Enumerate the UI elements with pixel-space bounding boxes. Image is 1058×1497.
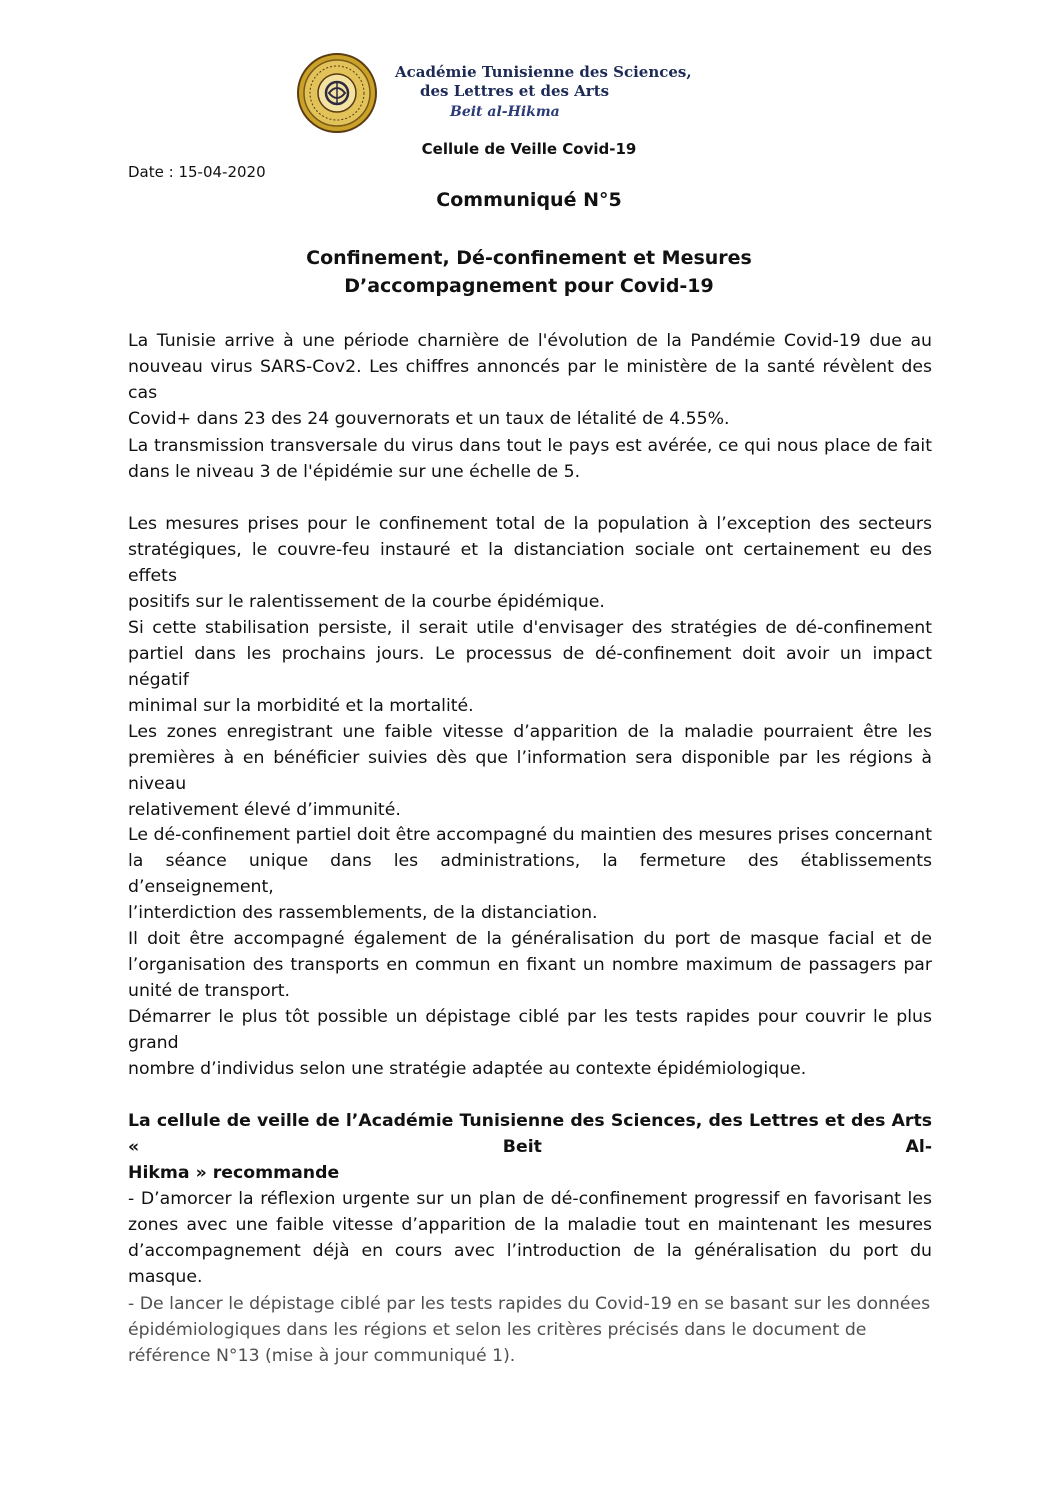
paragraph-line: Si cette stabilisation persiste, il serait utile d'envisager des stratégies de dé-confinement	[128, 618, 932, 638]
paragraph-2	[128, 433, 932, 485]
paragraph-line: partiel dans les prochains jours. Le processus de dé-confinement doit avoir un impact négatif	[128, 644, 932, 690]
paragraph-line: Covid+ dans 23 des 24 gouvernorats et un taux de létalité de 4.55%.	[128, 409, 730, 429]
paragraph-line: Les mesures prises pour le confinement total de la population à l’exception des secteurs	[128, 514, 932, 534]
paragraph-1	[128, 328, 932, 432]
paragraph-3	[128, 511, 932, 615]
document-date: Date : 15-04-2020	[128, 163, 266, 181]
paragraph-5	[128, 719, 932, 823]
paragraph-line: Les zones enregistrant une faible vitesse d’apparition de la maladie pourraient être les	[128, 722, 932, 742]
unit-heading-text: Cellule de Veille Covid-19	[421, 140, 637, 158]
paragraph-line: d’accompagnement déjà en cours avec l’introduction de la généralisation du port du masque.	[128, 1241, 932, 1287]
paragraph-line: référence N°13 (mise à jour communiqué 1).	[128, 1346, 516, 1366]
paragraph-line: épidémiologiques dans les régions et selon les critères précisés dans le document de	[128, 1320, 867, 1340]
paragraph-line: zones avec une faible vitesse d’apparition de la maladie tout en maintenant les mesures	[128, 1215, 932, 1235]
paragraph-line: La cellule de veille de l’Académie Tunisienne des Sciences, des Lettres et des Arts « Beit Al-	[128, 1111, 932, 1157]
paragraph-line: l’organisation des transports en commun en fixant un nombre maximum de passagers par	[128, 955, 932, 975]
logo-line-2: des Lettres et des Arts	[420, 82, 610, 100]
paragraph-line: dans le niveau 3 de l'épidémie sur une échelle de 5.	[128, 462, 581, 482]
paragraph-line: relativement élevé d’immunité.	[128, 800, 401, 820]
unit-heading	[0, 140, 1058, 158]
recommendation-item-2	[128, 1291, 932, 1369]
logo-line-1: Académie Tunisienne des Sciences,	[395, 63, 692, 81]
logo-line-3: Beit al-Hikma	[450, 104, 560, 120]
academy-emblem-icon	[287, 52, 387, 134]
paragraph-line: unité de transport.	[128, 981, 291, 1001]
paragraph-line: minimal sur la morbidité et la mortalité.	[128, 696, 474, 716]
paragraph-line: la séance unique dans les administrations, la fermeture des établissements d’enseignement,	[128, 851, 932, 897]
paragraph-line: Hikma » recommande	[128, 1163, 340, 1183]
paragraph-line: Le dé-confinement partiel doit être accompagné du maintien des mesures prises concernant	[128, 825, 932, 845]
paragraph-line: Démarrer le plus tôt possible un dépistage ciblé par les tests rapides pour couvrir le plus grand	[128, 1007, 932, 1053]
communique-number: Communiqué N°5	[436, 189, 622, 211]
title-line-2: D’accompagnement pour Covid-19	[344, 275, 714, 297]
paragraph-line: premières à en bénéficier suivies dès que l’information sera disponible par les régions à niveau	[128, 748, 932, 794]
paragraph-7	[128, 1004, 932, 1082]
paragraph-line: nouveau virus SARS-Cov2. Les chiffres annoncés par le ministère de la santé révèlent des cas	[128, 357, 932, 403]
title-line-1: Confinement, Dé-confinement et Mesures	[306, 247, 752, 269]
paragraph-4	[128, 615, 932, 719]
paragraph-line: La transmission transversale du virus dans tout le pays est avérée, ce qui nous place de fait	[128, 436, 932, 456]
paragraph-line: nombre d’individus selon une stratégie adaptée au contexte épidémiologique.	[128, 1059, 807, 1079]
recommendation-item-1	[128, 1186, 932, 1290]
paragraph-line: l’interdiction des rassemblements, de la distanciation.	[128, 903, 598, 923]
paragraph-line: - D’amorcer la réflexion urgente sur un plan de dé-confinement progressif en favorisant les	[128, 1189, 932, 1209]
paragraph-line: La Tunisie arrive à une période charnière de l'évolution de la Pandémie Covid-19 due au	[128, 331, 932, 351]
paragraph-6	[128, 822, 932, 1004]
document-title	[0, 244, 1058, 300]
recommendation-intro	[128, 1108, 932, 1186]
paragraph-line: Il doit être accompagné également de la généralisation du port de masque facial et de	[128, 929, 932, 949]
academy-logo	[287, 52, 692, 134]
paragraph-line: positifs sur le ralentissement de la courbe épidémique.	[128, 592, 605, 612]
paragraph-line: stratégiques, le couvre-feu instauré et la distanciation sociale ont certainement eu des effets	[128, 540, 932, 586]
paragraph-line: - De lancer le dépistage ciblé par les tests rapides du Covid-19 en se basant sur les données	[128, 1294, 931, 1314]
